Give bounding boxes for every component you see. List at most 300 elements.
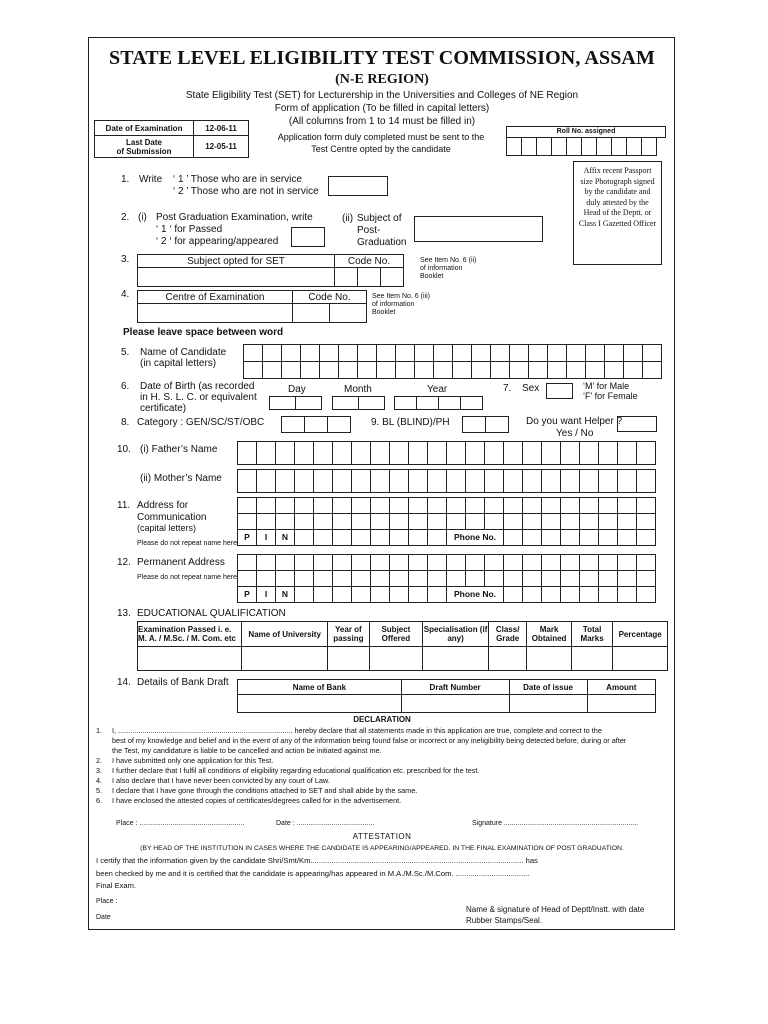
char-box[interactable] [637,442,656,465]
char-box[interactable] [377,362,396,379]
char-box[interactable] [295,555,314,571]
declaration-list [96,726,670,806]
qualification-cell[interactable] [571,647,612,671]
q2-sub-i: (i) [138,212,147,223]
char-box[interactable] [618,498,637,514]
qualification-cell[interactable] [613,647,668,671]
qualification-cell[interactable] [328,647,369,671]
char-box[interactable] [238,442,257,465]
char-box[interactable] [371,530,390,546]
char-box[interactable] [390,530,409,546]
char-box[interactable] [504,498,523,514]
char-box[interactable] [529,345,548,362]
char-box[interactable] [618,571,637,587]
char-box[interactable] [263,362,282,379]
char-box[interactable] [637,587,656,603]
char-box[interactable] [238,571,257,587]
char-box[interactable] [352,555,371,571]
char-box[interactable] [314,442,333,465]
char-box[interactable] [409,555,428,571]
char-box[interactable] [390,555,409,571]
char-box[interactable] [504,442,523,465]
char-box[interactable] [314,498,333,514]
char-box[interactable] [352,514,371,530]
dob-month-boxes[interactable] [332,396,385,410]
char-box[interactable] [561,470,580,493]
father-name-boxes[interactable] [237,441,656,465]
char-box[interactable] [599,442,618,465]
q14-number: 14. [117,677,131,688]
char-box[interactable] [586,345,605,362]
char-box[interactable] [305,417,328,433]
qualification-cell[interactable] [527,647,572,671]
char-box[interactable] [396,345,415,362]
char-box[interactable] [485,498,504,514]
char-box[interactable] [599,587,618,603]
char-box[interactable] [510,345,529,362]
char-box[interactable] [417,397,439,410]
char-box[interactable] [428,498,447,514]
char-box[interactable] [439,397,461,410]
roll-digit-box[interactable] [642,138,657,155]
char-box[interactable] [463,417,486,433]
roll-no-label: Roll No. assigned [506,126,666,138]
char-box[interactable] [371,470,390,493]
bank-draft-col-header: Name of Bank [238,680,402,695]
char-box[interactable] [395,397,417,410]
space-note: Please leave space between word [123,327,284,338]
char-box[interactable] [415,362,434,379]
char-box[interactable] [352,498,371,514]
char-box[interactable] [371,587,390,603]
char-box[interactable] [276,498,295,514]
char-box[interactable] [453,362,472,379]
q12-note: Please do not repeat name here [137,574,238,581]
char-box[interactable] [523,555,542,571]
char-box[interactable] [618,587,637,603]
char-box[interactable] [409,498,428,514]
char-box[interactable] [586,362,605,379]
char-box[interactable] [371,514,390,530]
char-box[interactable] [276,470,295,493]
char-box[interactable] [390,470,409,493]
char-box[interactable] [358,345,377,362]
char-box[interactable] [618,442,637,465]
q2-number: 2. [121,212,130,223]
char-box[interactable] [504,530,523,546]
char-box[interactable] [466,470,485,493]
char-box[interactable] [542,530,561,546]
char-box[interactable] [504,571,523,587]
char-box[interactable] [447,555,466,571]
char-box[interactable] [605,345,624,362]
char-box[interactable] [447,470,466,493]
helper-question: Do you want Helper ? [526,416,623,427]
char-box[interactable] [599,555,618,571]
char-box[interactable] [428,587,447,603]
char-box[interactable] [390,514,409,530]
char-box[interactable] [580,587,599,603]
char-box[interactable] [466,442,485,465]
char-box[interactable] [352,442,371,465]
attestation-date: Date [96,914,111,921]
char-box[interactable] [599,530,618,546]
char-box[interactable] [637,530,656,546]
char-box[interactable] [523,470,542,493]
roll-digit-box[interactable] [612,138,627,155]
bank-draft-cell[interactable] [401,695,509,713]
char-box[interactable] [257,442,276,465]
char-box[interactable] [238,498,257,514]
char-box[interactable] [428,442,447,465]
perm-pin-row[interactable] [237,586,656,603]
phone-label: Phone No. [447,530,504,546]
pin-label: I [257,587,276,603]
char-box[interactable] [371,571,390,587]
roll-digit-box[interactable] [552,138,567,155]
char-box[interactable] [409,470,428,493]
blind-ph-boxes[interactable] [462,416,509,433]
char-box[interactable] [523,498,542,514]
char-box[interactable] [618,555,637,571]
char-box[interactable] [333,530,352,546]
char-box[interactable] [542,571,561,587]
char-box[interactable] [643,362,662,379]
char-box[interactable] [472,345,491,362]
q2-subject-label: Subject of Post- Graduation [357,213,407,248]
exam-centre-input[interactable] [138,304,293,323]
q13-label: EDUCATIONAL QUALIFICATION [137,608,286,619]
attestation-subtitle: (BY HEAD OF THE INSTITUTION IN CASES WHERE THE CANDIDATE IS APPEARING/APPEARED. IN THE FINAL EXAMINATION OF POST GRADUATION. [140,845,624,852]
char-box[interactable] [257,514,276,530]
q12-label: Permanent Address [137,557,225,568]
char-box[interactable] [295,571,314,587]
char-box[interactable] [333,514,352,530]
q6-number: 6. [121,381,130,392]
char-box[interactable] [238,555,257,571]
char-box[interactable] [523,571,542,587]
pin-label: N [276,587,295,603]
char-box[interactable] [580,442,599,465]
char-box[interactable] [339,345,358,362]
char-box[interactable] [314,530,333,546]
dob-day-boxes[interactable] [269,396,322,410]
char-box[interactable] [599,571,618,587]
char-box[interactable] [542,555,561,571]
char-box[interactable] [580,555,599,571]
bank-draft-cell[interactable] [509,695,587,713]
char-box[interactable] [333,397,359,410]
char-box[interactable] [282,345,301,362]
char-box[interactable] [561,587,580,603]
char-box[interactable] [453,345,472,362]
roll-digit-box[interactable] [627,138,642,155]
char-box[interactable] [333,498,352,514]
char-box[interactable] [466,571,485,587]
char-box[interactable] [320,345,339,362]
pg-subject-input[interactable] [414,216,543,242]
char-box[interactable] [390,571,409,587]
char-box[interactable] [485,555,504,571]
char-box[interactable] [390,442,409,465]
char-box[interactable] [276,555,295,571]
char-box[interactable] [637,470,656,493]
char-box[interactable] [352,571,371,587]
char-box[interactable] [618,530,637,546]
char-box[interactable] [295,470,314,493]
char-box[interactable] [618,514,637,530]
char-box[interactable] [339,362,358,379]
char-box[interactable] [409,587,428,603]
char-box[interactable] [295,442,314,465]
char-box[interactable] [485,470,504,493]
char-box[interactable] [282,417,305,433]
declaration-place: Place : ...................................................... [116,820,245,827]
char-box[interactable] [314,571,333,587]
char-box[interactable] [263,345,282,362]
char-box[interactable] [491,345,510,362]
char-box[interactable] [270,397,296,410]
q4-table [137,290,367,323]
char-box[interactable] [295,498,314,514]
char-box[interactable] [548,345,567,362]
char-box[interactable] [257,498,276,514]
char-box[interactable] [504,514,523,530]
char-box[interactable] [434,345,453,362]
char-box[interactable] [618,470,637,493]
char-box[interactable] [428,514,447,530]
char-box[interactable] [447,498,466,514]
comm-address-boxes[interactable] [237,497,656,530]
char-box[interactable] [485,571,504,587]
char-box[interactable] [637,571,656,587]
char-box[interactable] [561,571,580,587]
char-box[interactable] [447,514,466,530]
char-box[interactable] [486,417,509,433]
char-box[interactable] [238,470,257,493]
char-box[interactable] [333,442,352,465]
char-box[interactable] [333,555,352,571]
char-box[interactable] [599,498,618,514]
char-box[interactable] [238,514,257,530]
char-box[interactable] [244,362,263,379]
dob-month-label: Month [344,384,372,395]
char-box[interactable] [352,470,371,493]
char-box[interactable] [523,442,542,465]
bank-draft-cell[interactable] [587,695,655,713]
char-box[interactable] [548,362,567,379]
char-box[interactable] [599,470,618,493]
char-box[interactable] [352,530,371,546]
roll-digit-box[interactable] [507,138,522,155]
char-box[interactable] [504,587,523,603]
qualification-col-header: Mark Obtained [527,622,572,647]
sex-input[interactable] [546,383,573,399]
char-box[interactable] [301,345,320,362]
char-box[interactable] [491,362,510,379]
char-box[interactable] [409,571,428,587]
char-box[interactable] [333,571,352,587]
char-box[interactable] [580,514,599,530]
char-box[interactable] [314,514,333,530]
centre-code-input[interactable] [293,304,367,323]
char-box[interactable] [257,571,276,587]
char-box[interactable] [428,555,447,571]
char-box[interactable] [561,514,580,530]
char-box[interactable] [257,555,276,571]
q2-option1: ‘ 1 ‘ for Passed [156,224,223,235]
char-box[interactable] [485,514,504,530]
q13-number: 13. [117,608,131,619]
char-box[interactable] [257,470,276,493]
char-box[interactable] [472,362,491,379]
char-box[interactable] [485,442,504,465]
char-box[interactable] [461,397,483,410]
char-box[interactable] [320,362,339,379]
char-box[interactable] [523,514,542,530]
char-box[interactable] [504,470,523,493]
set-code-input[interactable] [335,268,404,287]
char-box[interactable] [358,362,377,379]
perm-address-boxes[interactable] [237,554,656,587]
char-box[interactable] [637,498,656,514]
char-box[interactable] [542,587,561,603]
qualification-cell[interactable] [488,647,526,671]
char-box[interactable] [624,345,643,362]
qualification-col-header: Name of University [242,622,328,647]
char-box[interactable] [466,498,485,514]
char-box[interactable] [396,362,415,379]
char-box[interactable] [371,555,390,571]
char-box[interactable] [282,362,301,379]
char-box[interactable] [409,514,428,530]
q2-label: Post Graduation Examination, write [156,212,313,223]
roll-digit-box[interactable] [567,138,582,155]
form-instruction-centre: Test Centre opted by the candidate [311,144,451,154]
char-box[interactable] [244,345,263,362]
mother-name-boxes[interactable] [237,469,656,493]
char-box[interactable] [447,442,466,465]
char-box[interactable] [504,555,523,571]
char-box[interactable] [466,514,485,530]
form-title: STATE LEVEL ELIGIBILITY TEST COMMISSION, ASSAM [109,47,655,69]
char-box[interactable] [371,498,390,514]
char-box[interactable] [295,530,314,546]
q8-number: 8. [121,417,130,428]
roll-digit-box[interactable] [522,138,537,155]
char-box[interactable] [567,345,586,362]
char-box[interactable] [409,442,428,465]
char-box[interactable] [561,442,580,465]
char-box[interactable] [561,498,580,514]
qualification-cell[interactable] [242,647,328,671]
char-box[interactable] [529,362,548,379]
char-box[interactable] [276,571,295,587]
char-box[interactable] [561,555,580,571]
candidate-name-boxes[interactable] [243,344,662,379]
char-box[interactable] [295,514,314,530]
char-box[interactable] [314,587,333,603]
char-box[interactable] [434,362,453,379]
char-box[interactable] [580,571,599,587]
roll-digit-box[interactable] [537,138,552,155]
roll-digit-box[interactable] [582,138,597,155]
char-box[interactable] [567,362,586,379]
char-box[interactable] [466,555,485,571]
char-box[interactable] [605,362,624,379]
char-box[interactable] [314,555,333,571]
comm-pin-row[interactable] [237,529,656,546]
char-box[interactable] [314,470,333,493]
char-box[interactable] [390,587,409,603]
char-box[interactable] [637,555,656,571]
helper-input[interactable] [617,416,657,432]
roll-no-boxes[interactable] [506,138,657,156]
char-box[interactable] [510,362,529,379]
category-boxes[interactable] [281,416,351,433]
q14-label: Details of Bank Draft [137,677,229,688]
char-box[interactable] [447,571,466,587]
char-box[interactable] [580,530,599,546]
char-box[interactable] [599,514,618,530]
char-box[interactable] [301,362,320,379]
char-box[interactable] [580,498,599,514]
char-box[interactable] [561,530,580,546]
char-box[interactable] [333,587,352,603]
char-box[interactable] [542,470,561,493]
char-box[interactable] [542,514,561,530]
char-box[interactable] [580,470,599,493]
char-box[interactable] [523,530,542,546]
dates-table [94,120,249,158]
char-box[interactable] [276,514,295,530]
char-box[interactable] [296,397,322,410]
exam-date-value: 12-06-11 [194,121,249,136]
qualification-cell[interactable] [369,647,423,671]
char-box[interactable] [428,571,447,587]
char-box[interactable] [624,362,643,379]
char-box[interactable] [643,345,662,362]
char-box[interactable] [523,587,542,603]
dob-year-boxes[interactable] [394,396,483,410]
mother-name-label: (ii) Mother’s Name [140,473,222,484]
char-box[interactable] [352,587,371,603]
bank-draft-cell[interactable] [238,695,402,713]
q2-option2: ‘ 2 ‘ for appearing/appeared [156,236,279,247]
char-box[interactable] [637,514,656,530]
char-box[interactable] [371,442,390,465]
qualification-cell[interactable] [423,647,489,671]
roll-digit-box[interactable] [597,138,612,155]
char-box[interactable] [390,498,409,514]
char-box[interactable] [409,530,428,546]
qualification-cell[interactable] [138,647,242,671]
char-box[interactable] [542,498,561,514]
char-box[interactable] [415,345,434,362]
char-box[interactable] [333,470,352,493]
q2-input-box[interactable] [291,227,325,247]
char-box[interactable] [377,345,396,362]
char-box[interactable] [276,442,295,465]
char-box[interactable] [328,417,351,433]
char-box[interactable] [428,470,447,493]
q1-input-box[interactable] [328,176,388,196]
char-box[interactable] [542,442,561,465]
char-box[interactable] [295,587,314,603]
set-subject-input[interactable] [138,268,335,287]
char-box[interactable] [428,530,447,546]
char-box[interactable] [359,397,385,410]
